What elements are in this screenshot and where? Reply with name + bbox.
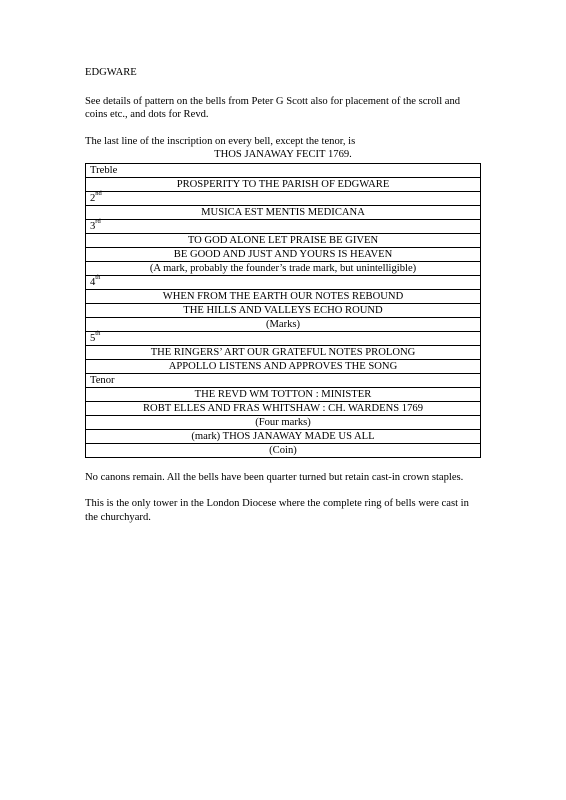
bell-label xyxy=(86,191,481,205)
inscription-row xyxy=(86,401,481,415)
document-page xyxy=(85,66,481,524)
inscription-row xyxy=(86,317,481,331)
inscription-row xyxy=(86,387,481,401)
inscription-line: PROSPERITY TO THE PARISH OF EDGWARE xyxy=(86,177,481,191)
inscription-line: ROBT ELLES AND FRAS WHITSHAW : CH. WARDENS 1769 xyxy=(86,401,481,415)
inscription-row xyxy=(86,289,481,303)
document-heading: EDGWARE xyxy=(85,67,137,78)
bell-label-row xyxy=(86,331,481,345)
inscription-row xyxy=(86,247,481,261)
inscription-row xyxy=(86,345,481,359)
bell-label-ordinal: th xyxy=(95,273,101,281)
inscription-line: MUSICA EST MENTIS MEDICANA xyxy=(86,205,481,219)
canons-note: No canons remain. All the bells have been quarter turned but retain cast-in crown staples. xyxy=(85,471,464,483)
inscription-line: BE GOOD AND JUST AND YOURS IS HEAVEN xyxy=(86,247,481,261)
inscription-line: WHEN FROM THE EARTH OUR NOTES REBOUND xyxy=(86,289,481,303)
bell-label-text: Treble xyxy=(90,164,118,176)
inscription-line: APPOLLO LISTENS AND APPROVES THE SONG xyxy=(86,359,481,373)
inscription-line: (Coin) xyxy=(86,443,481,457)
bells-table xyxy=(85,163,481,458)
inscription-line: (Marks) xyxy=(86,317,481,331)
inscription-line: (A mark, probably the founder’s trade mark, but unintelligible) xyxy=(86,261,481,275)
bell-label-text: 2 xyxy=(90,192,96,204)
inscription-row xyxy=(86,359,481,373)
bell-label-text: 5 xyxy=(90,332,96,344)
inscription-row xyxy=(86,233,481,247)
bell-label-row xyxy=(86,163,481,177)
bell-label-ordinal: th xyxy=(95,329,101,337)
inscription-row xyxy=(86,415,481,429)
bell-label xyxy=(86,275,481,289)
bell-label-ordinal: nd xyxy=(95,189,102,197)
last-line-intro: The last line of the inscription on every bell, except the tenor, is xyxy=(85,135,356,147)
last-line-inscription: THOS JANAWAY FECIT 1769. xyxy=(214,149,352,160)
bell-label-ordinal: rd xyxy=(95,217,101,225)
bell-label xyxy=(86,331,481,345)
intro-paragraph: See details of pattern on the bells from Peter G Scott also for placement of the scroll and coins etc., and dots for Revd. xyxy=(85,95,461,120)
inscription-line: TO GOD ALONE LET PRAISE BE GIVEN xyxy=(86,233,481,247)
inscription-row xyxy=(86,443,481,457)
tower-note: This is the only tower in the London Diocese where the complete ring of bells were cast in the churchyard. xyxy=(85,498,469,523)
bell-label-row xyxy=(86,275,481,289)
bell-label xyxy=(86,373,481,387)
bell-label xyxy=(86,219,481,233)
bell-label-text: 3 xyxy=(90,220,96,232)
bell-label-text: Tenor xyxy=(90,374,115,386)
inscription-row xyxy=(86,429,481,443)
bell-label-row xyxy=(86,219,481,233)
inscription-row xyxy=(86,205,481,219)
inscription-row xyxy=(86,303,481,317)
inscription-line: (Four marks) xyxy=(86,415,481,429)
inscription-line: (mark) THOS JANAWAY MADE US ALL xyxy=(86,429,481,443)
bell-label-row xyxy=(86,373,481,387)
bells-table-body xyxy=(86,163,481,457)
bell-label-text: 4 xyxy=(90,276,96,288)
inscription-line: THE HILLS AND VALLEYS ECHO ROUND xyxy=(86,303,481,317)
bell-label xyxy=(86,163,481,177)
inscription-row xyxy=(86,177,481,191)
inscription-line: THE RINGERS’ ART OUR GRATEFUL NOTES PROLONG xyxy=(86,345,481,359)
inscription-row xyxy=(86,261,481,275)
bell-label-row xyxy=(86,191,481,205)
inscription-line: THE REVD WM TOTTON : MINISTER xyxy=(86,387,481,401)
